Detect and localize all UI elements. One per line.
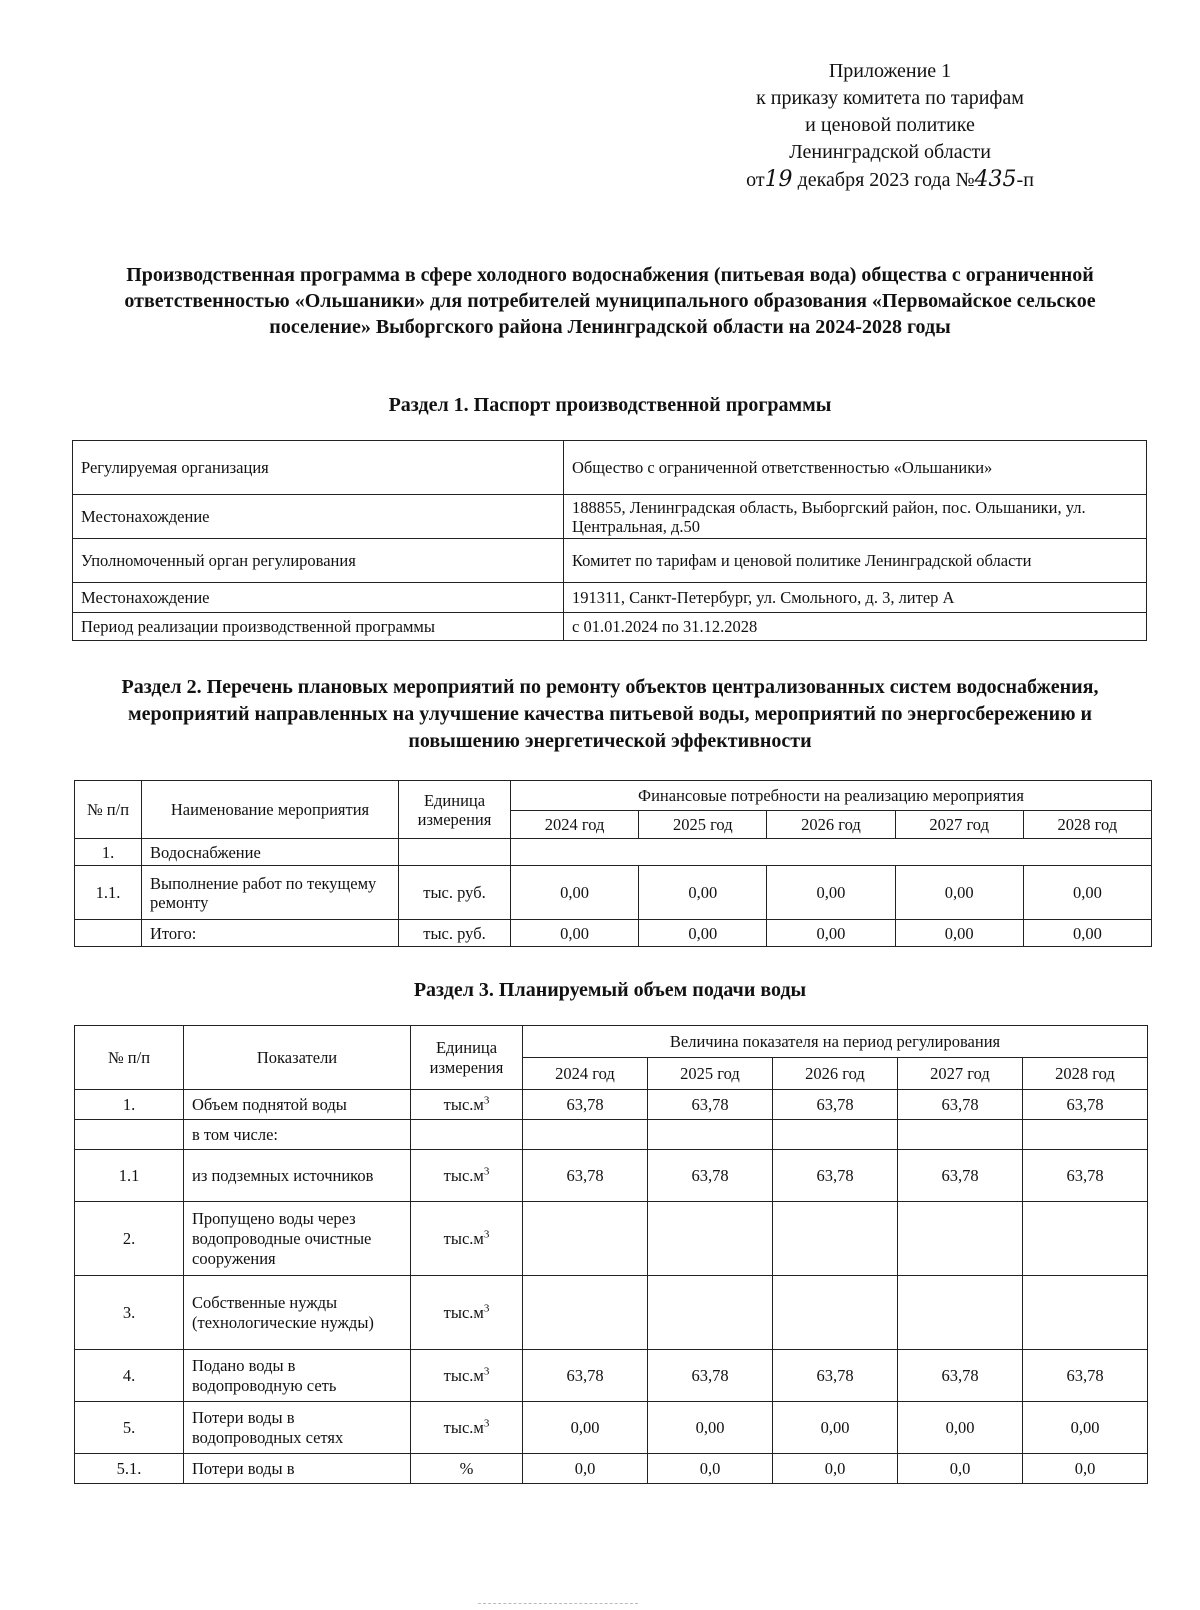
table-row xyxy=(75,1350,1148,1402)
row-name: Итого: xyxy=(142,920,399,947)
row-value: 0,00 xyxy=(511,920,639,947)
col-header-unit: Единица измерения xyxy=(411,1026,523,1090)
date-prefix: от xyxy=(746,169,765,191)
unit-exponent: 3 xyxy=(483,1228,490,1240)
row-value: 0,00 xyxy=(1023,920,1151,947)
col-header-name: Показатели xyxy=(184,1026,411,1090)
measures-table xyxy=(74,780,1152,947)
appendix-label: Приложение 1 xyxy=(828,60,952,82)
row-value: 63,78 xyxy=(648,1150,773,1202)
row-value: 63,78 xyxy=(773,1090,898,1120)
row-value xyxy=(648,1120,773,1150)
row-value: 63,78 xyxy=(523,1350,648,1402)
row-value xyxy=(898,1120,1023,1150)
row-value: 63,78 xyxy=(898,1150,1023,1202)
table-row xyxy=(73,539,1147,583)
unit-base: тыс.м xyxy=(443,1165,484,1185)
table-row xyxy=(75,839,1152,866)
row-value: 63,78 xyxy=(1023,1150,1148,1202)
row-value xyxy=(523,1202,648,1276)
table-header-row xyxy=(75,1026,1148,1058)
scan-artifact xyxy=(478,1603,638,1606)
row-num: 5.1. xyxy=(75,1454,184,1484)
row-num: 1. xyxy=(75,1090,184,1120)
unit-base: тыс.м xyxy=(443,1302,484,1322)
col-header-year: 2024 год xyxy=(523,1058,648,1090)
row-value: 0,00 xyxy=(1023,1402,1148,1454)
unit-exponent: 3 xyxy=(483,1094,490,1106)
table-row xyxy=(75,1276,1148,1350)
row-value xyxy=(648,1276,773,1350)
row-name: Объем поднятой воды xyxy=(184,1090,411,1120)
row-name: Собственные нужды (технологические нужды) xyxy=(184,1276,411,1350)
col-header-year: 2027 год xyxy=(895,811,1023,839)
section2-heading: Раздел 2. Перечень плановых мероприятий по ремонту объектов централизованных систем водоснабжения, мероприятий направленных на улучшение качества питьевой воды, мероприятий по энергосбережению и повышению энергетической эффективности xyxy=(121,676,1099,752)
table-row xyxy=(73,613,1147,641)
row-unit xyxy=(411,1090,523,1120)
col-header-unit: Единица измерения xyxy=(399,781,511,839)
row-value xyxy=(1023,1120,1148,1150)
table-row xyxy=(75,866,1152,920)
row-value: 63,78 xyxy=(898,1350,1023,1402)
row-unit xyxy=(411,1402,523,1454)
unit-base: тыс.м xyxy=(443,1228,484,1248)
unit-exponent: 3 xyxy=(483,1302,490,1314)
row-value: 63,78 xyxy=(1023,1350,1148,1402)
col-header-group: Финансовые потребности на реализацию мероприятия xyxy=(511,781,1152,811)
row-value: 63,78 xyxy=(648,1090,773,1120)
unit-base: тыс.м xyxy=(443,1417,484,1437)
row-value xyxy=(773,1276,898,1350)
row-unit xyxy=(411,1276,523,1350)
month-year: декабря 2023 года № xyxy=(797,169,975,191)
passport-value: 191311, Санкт-Петербург, ул. Смольного, д. 3, литер А xyxy=(564,583,1147,613)
row-value: 0,00 xyxy=(523,1402,648,1454)
unit-exponent: 3 xyxy=(483,1365,490,1377)
row-name: Пропущено воды через водопроводные очистные сооружения xyxy=(184,1202,411,1276)
passport-label: Регулируемая организация xyxy=(73,441,564,495)
passport-value: с 01.01.2024 по 31.12.2028 xyxy=(564,613,1147,641)
row-value: 0,00 xyxy=(767,920,895,947)
table-row xyxy=(75,1402,1148,1454)
table-row xyxy=(73,583,1147,613)
row-value: 0,0 xyxy=(773,1454,898,1484)
passport-label: Уполномоченный орган регулирования xyxy=(73,539,564,583)
row-value xyxy=(523,1276,648,1350)
col-header-year: 2025 год xyxy=(648,1058,773,1090)
col-header-year: 2028 год xyxy=(1023,811,1151,839)
col-header-year: 2024 год xyxy=(511,811,639,839)
col-header-num: № п/п xyxy=(75,781,142,839)
row-num: 1.1 xyxy=(75,1150,184,1202)
passport-label: Период реализации производственной программы xyxy=(73,613,564,641)
section3-heading: Раздел 3. Планируемый объем подачи воды xyxy=(413,979,807,1001)
unit-exponent: 3 xyxy=(483,1417,490,1429)
passport-label: Местонахождение xyxy=(73,583,564,613)
row-value: 63,78 xyxy=(523,1150,648,1202)
approval-block xyxy=(680,58,1100,194)
passport-table xyxy=(72,440,1147,641)
table-row xyxy=(75,1454,1148,1484)
row-value xyxy=(773,1202,898,1276)
col-header-group: Величина показателя на период регулирования xyxy=(523,1026,1148,1058)
row-name: Потери воды в водопроводных сетях xyxy=(184,1402,411,1454)
row-value: 0,0 xyxy=(648,1454,773,1484)
unit-base: тыс.м xyxy=(443,1365,484,1385)
row-value xyxy=(1023,1202,1148,1276)
row-value: 0,00 xyxy=(639,866,767,920)
passport-label: Местонахождение xyxy=(73,495,564,539)
row-value: 0,00 xyxy=(895,866,1023,920)
row-value xyxy=(511,839,1152,866)
passport-value: Комитет по тарифам и ценовой политике Ленинградской области xyxy=(564,539,1147,583)
passport-value: Общество с ограниченной ответственностью «Ольшаники» xyxy=(564,441,1147,495)
row-value xyxy=(648,1202,773,1276)
handwritten-number: 435 xyxy=(974,167,1017,192)
row-unit xyxy=(411,1120,523,1150)
table-header-row xyxy=(75,781,1152,811)
row-unit xyxy=(399,839,511,866)
table-row xyxy=(75,1090,1148,1120)
unit-base: тыс.м xyxy=(443,1094,484,1114)
order-reference: к приказу комитета по тарифам xyxy=(756,87,1024,109)
row-value: 0,00 xyxy=(898,1402,1023,1454)
row-value: 63,78 xyxy=(773,1150,898,1202)
row-value: 63,78 xyxy=(773,1350,898,1402)
row-num: 1. xyxy=(75,839,142,866)
table-row xyxy=(73,441,1147,495)
col-header-year: 2027 год xyxy=(898,1058,1023,1090)
row-unit: тыс. руб. xyxy=(399,920,511,947)
order-date-line xyxy=(680,166,1100,194)
table-row xyxy=(75,1150,1148,1202)
row-name: Подано воды в водопроводную сеть xyxy=(184,1350,411,1402)
row-value: 63,78 xyxy=(648,1350,773,1402)
col-header-year: 2025 год xyxy=(639,811,767,839)
region-name: Ленинградской области xyxy=(789,141,991,163)
row-value: 0,00 xyxy=(511,866,639,920)
row-num xyxy=(75,1120,184,1150)
row-num: 1.1. xyxy=(75,866,142,920)
row-name: Выполнение работ по текущему ремонту xyxy=(142,866,399,920)
section1-heading: Раздел 1. Паспорт производственной программы xyxy=(388,394,832,416)
row-num xyxy=(75,920,142,947)
row-unit: % xyxy=(411,1454,523,1484)
col-header-year: 2026 год xyxy=(767,811,895,839)
row-value xyxy=(898,1276,1023,1350)
row-name: Потери воды в xyxy=(184,1454,411,1484)
row-value: 0,00 xyxy=(773,1402,898,1454)
row-num: 4. xyxy=(75,1350,184,1402)
water-supply-table xyxy=(74,1025,1148,1484)
handwritten-day: 19 xyxy=(764,167,793,192)
row-value: 0,00 xyxy=(767,866,895,920)
passport-value: 188855, Ленинградская область, Выборгский район, пос. Ольшаники, ул. Центральная, д.50 xyxy=(564,495,1147,539)
col-header-name: Наименование мероприятия xyxy=(142,781,399,839)
table-row xyxy=(73,495,1147,539)
committee-name: и ценовой политике xyxy=(805,114,975,136)
row-num: 2. xyxy=(75,1202,184,1276)
row-value xyxy=(773,1120,898,1150)
row-unit xyxy=(411,1202,523,1276)
row-name: Водоснабжение xyxy=(142,839,399,866)
row-unit xyxy=(411,1150,523,1202)
row-num: 3. xyxy=(75,1276,184,1350)
row-value: 0,0 xyxy=(1023,1454,1148,1484)
row-value xyxy=(1023,1276,1148,1350)
row-value: 0,00 xyxy=(895,920,1023,947)
unit-exponent: 3 xyxy=(483,1165,490,1177)
row-unit xyxy=(411,1350,523,1402)
row-value: 63,78 xyxy=(898,1090,1023,1120)
row-num: 5. xyxy=(75,1402,184,1454)
row-unit: тыс. руб. xyxy=(399,866,511,920)
row-value: 63,78 xyxy=(1023,1090,1148,1120)
row-value: 0,00 xyxy=(648,1402,773,1454)
row-value xyxy=(898,1202,1023,1276)
row-value: 63,78 xyxy=(523,1090,648,1120)
col-header-num: № п/п xyxy=(75,1026,184,1090)
row-value: 0,00 xyxy=(639,920,767,947)
row-name: из подземных источников xyxy=(184,1150,411,1202)
table-row xyxy=(75,1120,1148,1150)
table-row xyxy=(75,1202,1148,1276)
number-suffix: -п xyxy=(1016,169,1034,191)
row-name: в том числе: xyxy=(184,1120,411,1150)
row-value xyxy=(523,1120,648,1150)
col-header-year: 2026 год xyxy=(773,1058,898,1090)
row-value: 0,00 xyxy=(1023,866,1151,920)
document-title: Производственная программа в сфере холодного водоснабжения (питьевая вода) общества с ограниченной ответственностью «Ольшаники» для потребителей муниципального образования «Первомайское сельское поселение» Выборгского района Ленинградской области на 2024-2028 годы xyxy=(124,264,1096,338)
table-row xyxy=(75,920,1152,947)
col-header-year: 2028 год xyxy=(1023,1058,1148,1090)
row-value: 0,0 xyxy=(898,1454,1023,1484)
row-value: 0,0 xyxy=(523,1454,648,1484)
